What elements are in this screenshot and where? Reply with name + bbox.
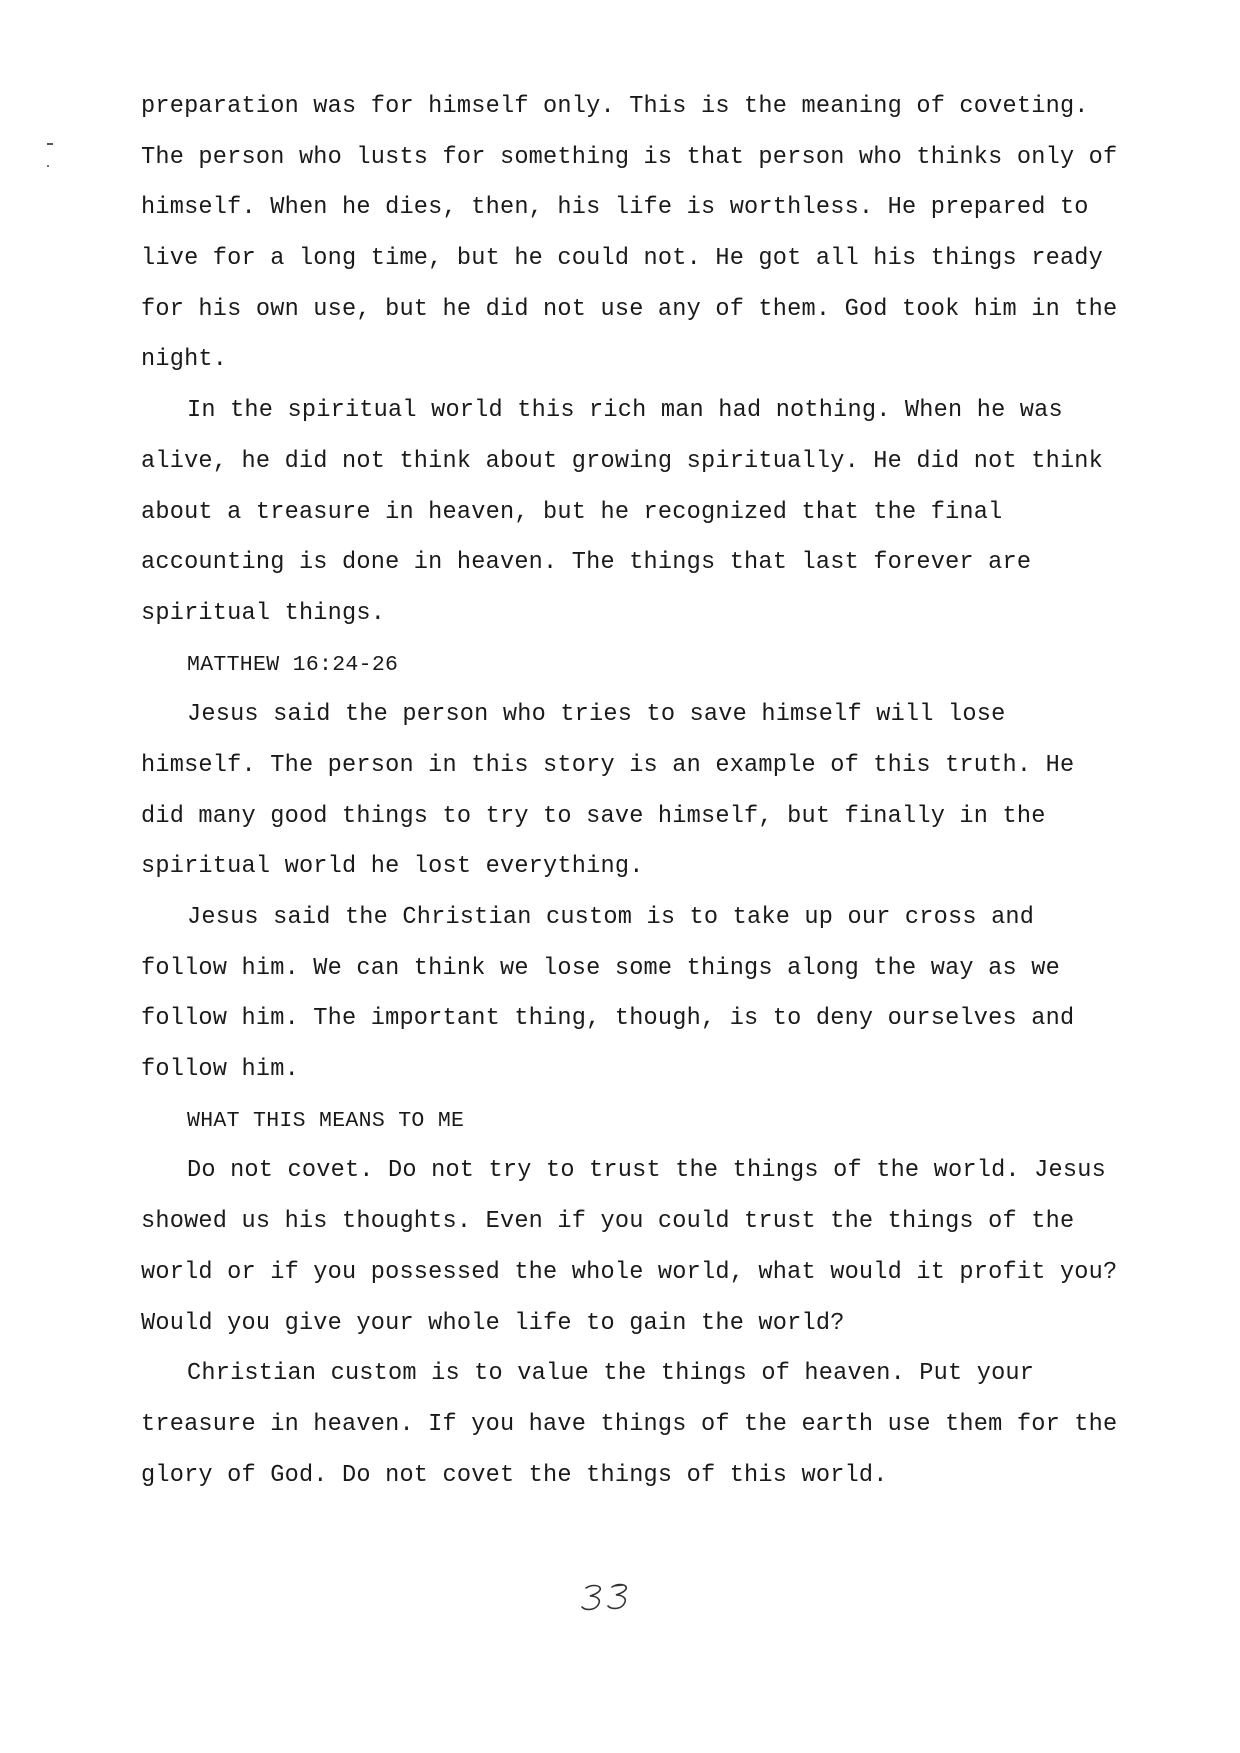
scan-artifact-mark (47, 143, 53, 145)
text-line: night. (141, 346, 228, 374)
section-heading: WHAT THIS MEANS TO ME (187, 1108, 465, 1133)
text-line: himself. The person in this story is an example of this truth. He (141, 751, 1075, 779)
text-line: about a treasure in heaven, but he recognized that the final (141, 498, 1003, 526)
text-line: preparation was for himself only. This is the meaning of coveting. (141, 93, 1089, 120)
text-line: glory of God. Do not covet the things of this world. (141, 1461, 888, 1489)
text-line: showed us his thoughts. Even if you could trust the things of the (141, 1208, 1075, 1236)
text-line: for his own use, but he did not use any of them. God took him in the (141, 295, 1118, 323)
text-line: follow him. (141, 1056, 299, 1084)
text-line: Would you give your whole life to gain the world? (141, 1309, 845, 1337)
text-line: The person who lusts for something is that person who thinks only of (141, 143, 1118, 171)
text-line: spiritual world he lost everything. (141, 853, 644, 881)
scan-artifact-dot (47, 165, 49, 167)
text-line: live for a long time, but he could not. He got all his things ready (141, 245, 1104, 273)
text-line: treasure in heaven. If you have things of the earth use them for the (141, 1410, 1118, 1438)
text-line: spiritual things. (141, 599, 386, 627)
text-line: world or if you possessed the whole world, what would it profit you? (141, 1258, 1118, 1286)
text-line: In the spiritual world this rich man had nothing. When he was (187, 397, 1063, 425)
text-line: himself. When he dies, then, his life is worthless. He prepared to (141, 194, 1089, 222)
text-line: follow him. We can think we lose some things along the way as we (141, 954, 1060, 982)
text-line: accounting is done in heaven. The things that last forever are (141, 549, 1032, 577)
text-line: Do not covet. Do not try to trust the things of the world. Jesus (187, 1157, 1106, 1185)
text-line: follow him. The important thing, though, is to deny ourselves and (141, 1005, 1075, 1033)
scripture-heading: MATTHEW 16:24-26 (187, 652, 399, 677)
text-line: Christian custom is to value the things of heaven. Put your (187, 1360, 1035, 1388)
text-line: alive, he did not think about growing spiritually. He did not think (141, 447, 1104, 475)
text-line: Jesus said the Christian custom is to take up our cross and (187, 904, 1035, 931)
text-line: Jesus said the person who tries to save himself will lose (187, 701, 1006, 729)
handwritten-page-number (578, 1580, 638, 1616)
body-text (141, 82, 1181, 1501)
text-line: did many good things to try to save himself, but finally in the (141, 802, 1046, 830)
